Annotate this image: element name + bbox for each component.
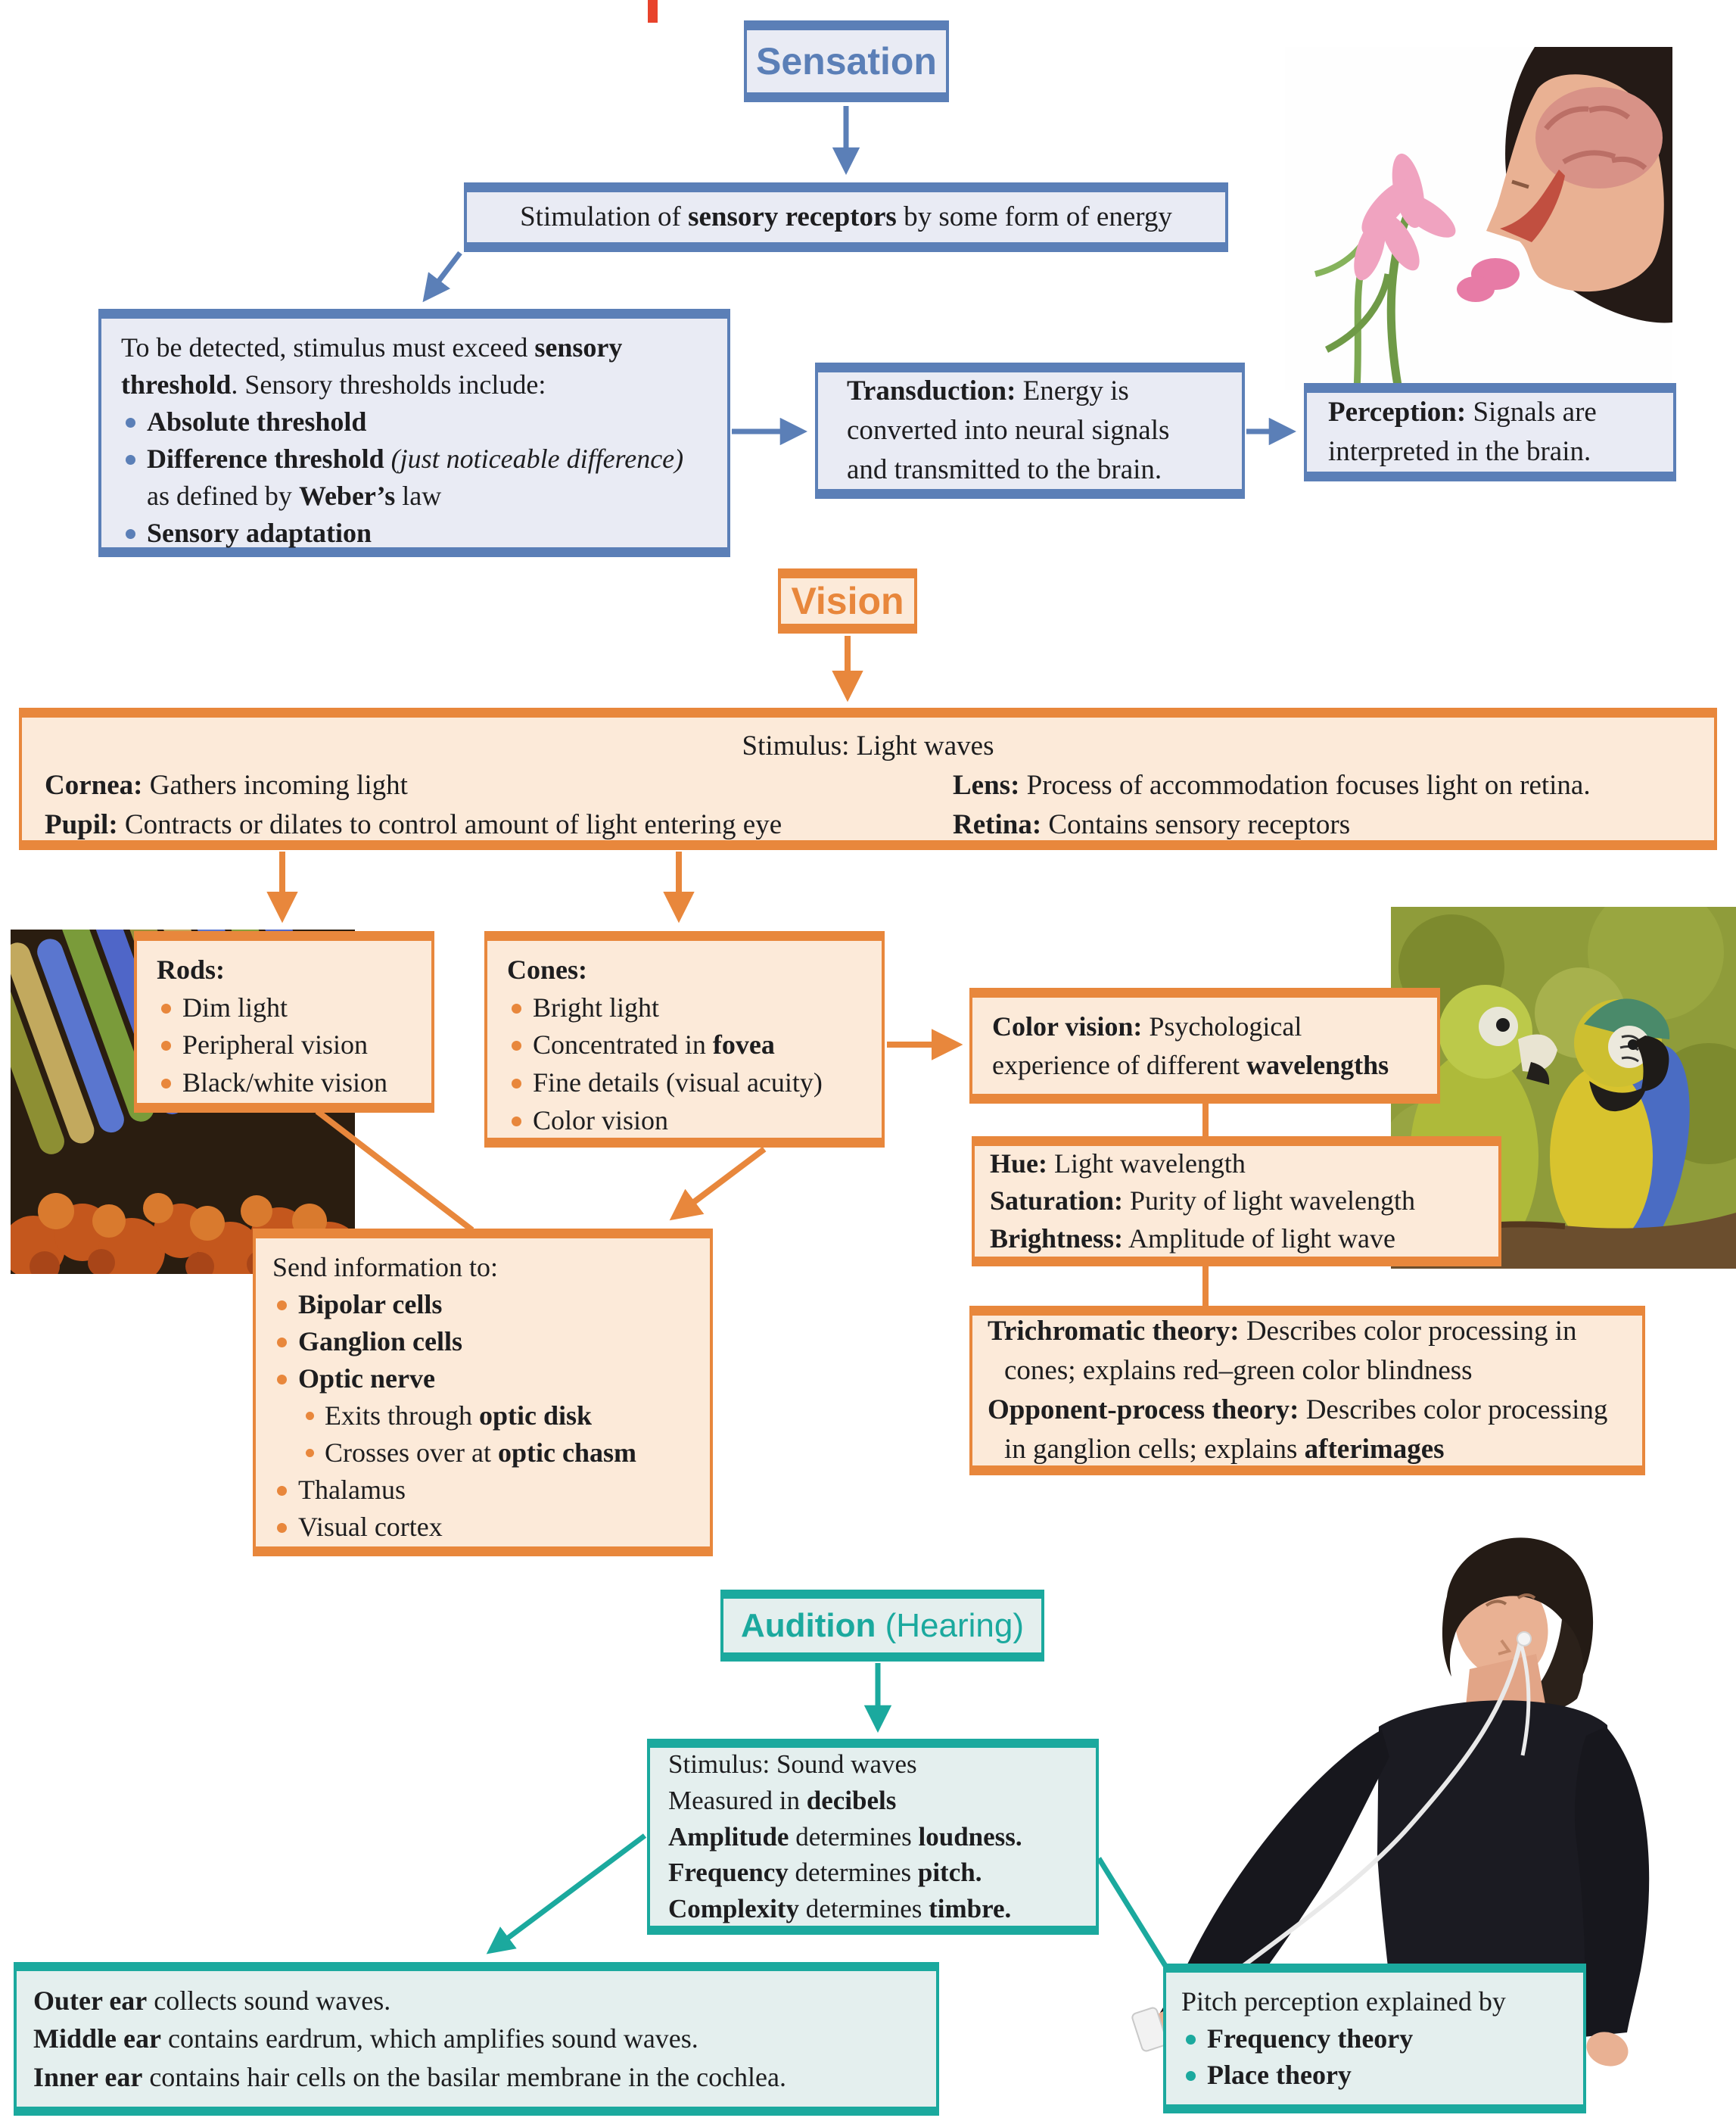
bullet-icon	[512, 1041, 521, 1051]
send-bullet: Optic nerve	[298, 1363, 435, 1394]
bullet-icon	[277, 1300, 287, 1310]
send-bullet: Visual cortex	[298, 1511, 443, 1542]
send-sub-bullet: Crosses over at optic chasm	[325, 1437, 636, 1468]
bullet-icon	[126, 418, 135, 428]
vision-heading	[778, 568, 917, 634]
arrow-stimulation-to-threshold	[427, 253, 460, 297]
hue-saturation-brightness-box	[972, 1136, 1501, 1266]
arrow-cones-to-sendinfo	[676, 1149, 764, 1216]
bullet-icon	[512, 1004, 521, 1014]
brightness-text: Brightness: Amplitude of light wave	[990, 1222, 1395, 1254]
cones-bullet: Bright light	[533, 992, 660, 1023]
color-theories-box	[969, 1306, 1645, 1475]
sound-line: Frequency determines pitch.	[668, 1858, 982, 1888]
threshold-bullet: Sensory adaptation	[147, 517, 372, 548]
audition-heading-sub: (Hearing)	[876, 1606, 1024, 1644]
pupil-text: Pupil: Contracts or dilates to control amount of light entering eye	[45, 808, 782, 840]
threshold-intro: To be detected, stimulus must exceed sensory threshold. Sensory thresholds include:	[121, 332, 623, 400]
hue-text: Hue: Light wavelength	[990, 1148, 1246, 1179]
line-soundstimulus-to-pitch	[1099, 1858, 1165, 1966]
trichromatic-text: Trichromatic theory: Describes color processing in cones; explains red–green color blindness	[988, 1316, 1577, 1387]
red-crop-mark	[648, 0, 658, 23]
vision-stimulus-box	[19, 708, 1717, 850]
send-bullet: Thalamus	[298, 1474, 406, 1505]
lens-text: Lens: Process of accommodation focuses light on retina.	[953, 769, 1591, 801]
ear-structures-box	[14, 1962, 939, 2116]
bullet-icon	[161, 1041, 171, 1051]
bullet-icon	[126, 455, 135, 465]
sensory-threshold-box	[98, 309, 730, 557]
bullet-icon	[277, 1523, 287, 1533]
stimulation-text: Stimulation of sensory receptors by some form of energy	[520, 201, 1172, 233]
retina-text: Retina: Contains sensory receptors	[953, 808, 1351, 840]
rods-bullet: Black/white vision	[182, 1067, 387, 1098]
vision-heading-label: Vision	[791, 580, 904, 622]
sound-line: Stimulus: Sound waves	[668, 1749, 917, 1779]
color-vision-text: Color vision: Psychological experience of different wavelengths	[992, 1011, 1389, 1080]
bullet-icon	[277, 1338, 287, 1347]
perception-text: Perception: Signals are interpreted in the brain.	[1328, 397, 1597, 467]
sound-stimulus-box	[647, 1739, 1099, 1935]
sub-bullet-icon	[306, 1449, 314, 1457]
bullet-icon	[1186, 2035, 1196, 2045]
bullet-icon	[277, 1375, 287, 1384]
cornea-text: Cornea: Gathers incoming light	[45, 769, 408, 801]
ear-line: Middle ear contains eardrum, which amplifies sound waves.	[33, 2023, 698, 2054]
stimulation-box	[464, 182, 1228, 252]
send-sub-bullet: Exits through optic disk	[325, 1400, 593, 1431]
pitch-bullet: Place theory	[1207, 2060, 1352, 2091]
sensation-heading	[744, 20, 949, 102]
cones-box	[484, 931, 885, 1148]
send-information-box	[253, 1229, 713, 1556]
cones-bullet: Concentrated in fovea	[533, 1029, 775, 1060]
pitch-bullet: Frequency theory	[1207, 2023, 1414, 2054]
bullet-icon	[126, 529, 135, 539]
sub-bullet-icon	[306, 1412, 314, 1420]
perception-box	[1304, 383, 1676, 481]
rods-title: Rods:	[157, 955, 226, 985]
cones-title: Cones:	[507, 955, 587, 985]
threshold-bullet: Difference threshold (just noticeable difference) as defined by Weber’s law	[147, 443, 684, 511]
threshold-bullet: Absolute threshold	[147, 406, 367, 437]
rods-box	[134, 931, 434, 1113]
line-rods-to-sendinfo	[317, 1111, 472, 1230]
pitch-perception-box	[1163, 1964, 1586, 2113]
arrow-soundstimulus-to-ear	[492, 1836, 645, 1950]
rods-bullet: Peripheral vision	[182, 1029, 368, 1060]
sound-line: Amplitude determines loudness.	[668, 1821, 1022, 1852]
rods-bullet: Dim light	[182, 992, 288, 1023]
bullet-icon	[1186, 2071, 1196, 2081]
send-bullet: Bipolar cells	[298, 1288, 443, 1319]
opponent-process-text: Opponent-process theory: Describes color processing in ganglion cells; explains afterimages	[988, 1394, 1608, 1465]
ear-line: Outer ear collects sound waves.	[33, 1985, 391, 2016]
transduction-text: Transduction: Energy is converted into neural signals and transmitted to the brain.	[847, 375, 1170, 485]
bullet-icon	[512, 1117, 521, 1126]
send-information-title: Send information to:	[272, 1252, 498, 1282]
transduction-box	[815, 363, 1245, 499]
send-bullet: Ganglion cells	[298, 1325, 463, 1356]
saturation-text: Saturation: Purity of light wavelength	[990, 1185, 1415, 1216]
vision-stimulus-text: Stimulus: Light waves	[742, 730, 994, 762]
sound-line: Measured in decibels	[668, 1785, 897, 1815]
bullet-icon	[512, 1079, 521, 1089]
cones-bullet: Fine details (visual acuity)	[533, 1067, 823, 1098]
bullet-icon	[277, 1486, 287, 1496]
pitch-title: Pitch perception explained by	[1181, 1986, 1506, 2017]
audition-heading-label: Audition	[740, 1606, 876, 1644]
sensation-heading-label: Sensation	[756, 40, 937, 83]
bullet-icon	[161, 1004, 171, 1014]
sound-line: Complexity determines timbre.	[668, 1894, 1012, 1924]
color-vision-box	[969, 988, 1440, 1104]
bullet-icon	[161, 1079, 171, 1089]
ear-line: Inner ear contains hair cells on the basilar membrane in the cochlea.	[33, 2061, 787, 2092]
audition-heading	[720, 1590, 1044, 1662]
cones-bullet: Color vision	[533, 1104, 669, 1135]
